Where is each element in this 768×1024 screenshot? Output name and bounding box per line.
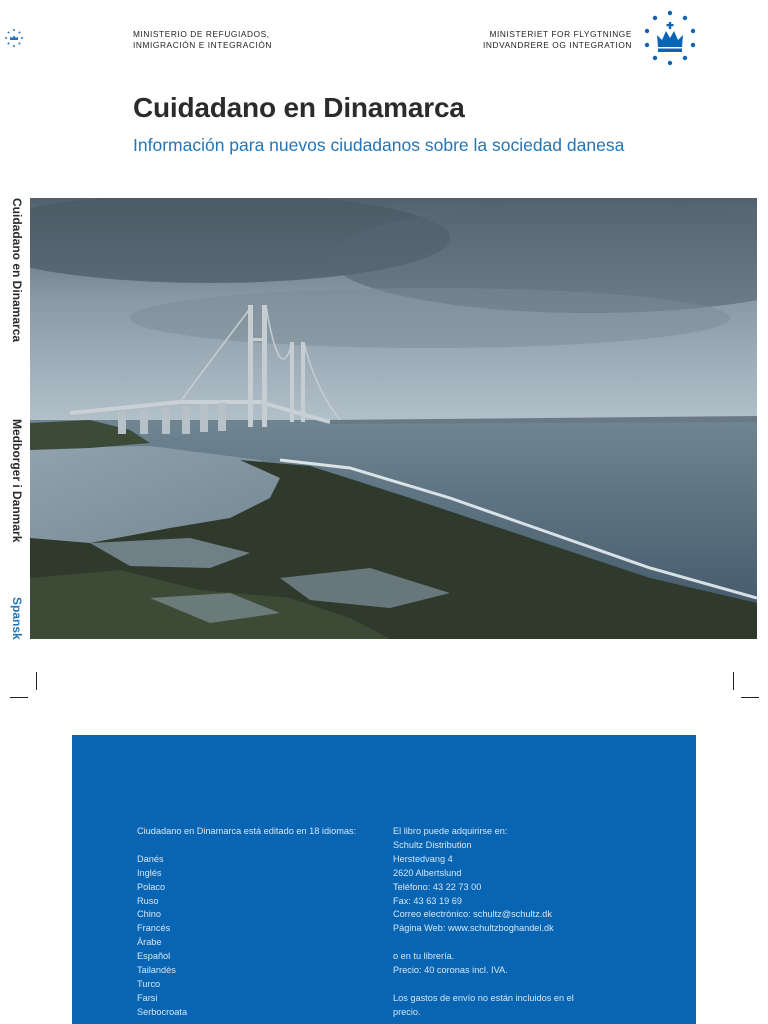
language-item: Ruso [137,895,159,906]
crown-emblem-small-icon [4,28,24,48]
distributor-web: Página Web: www.schultzboghandel.dk [393,923,554,934]
language-item: Farsi [137,992,158,1003]
cover-subtitle: Información para nuevos ciudadanos sobre la sociedad danesa [133,135,625,155]
crop-mark [36,672,37,690]
language-item: Polaco [137,881,166,892]
crop-mark [10,697,28,698]
spine-language: Spansk [10,597,24,640]
crop-mark [741,697,759,698]
language-item: Francés [137,923,171,934]
cover-title: Cuidadano en Dinamarca [133,92,465,123]
crop-mark [733,672,734,690]
distributor-email: Correo electrónico: schultz@schultz.dk [393,909,552,920]
languages-column [137,825,377,1020]
bookstore-note: o en tu librería. [393,951,455,962]
languages-intro: Ciudadano en Dinamarca está editado en 18 idiomas: [137,826,357,836]
purchase-info-column [393,825,603,1020]
ministry-name-spanish [133,29,272,51]
language-item: Danés [137,853,164,864]
ministry-da-line1: MINISTERIET FOR FLYGTNINGE [489,29,632,39]
language-item: Tailandés [137,965,176,976]
distributor-name: Schultz Distribution [393,839,472,850]
purchase-intro: El libro puede adquirirse en: [393,826,508,836]
distributor-fax: Fax: 43 63 19 69 [393,895,462,906]
language-item: Chino [137,909,162,920]
ministry-da-line2: INDVANDRERE OG INTEGRATION [483,40,632,50]
language-item: Árabe [137,937,162,948]
distributor-phone: Teléfono: 43 22 73 00 [393,881,482,892]
ministry-name-danish [483,29,632,51]
language-item: Inglés [137,867,162,878]
spine-title-danish: Medborger i Danmark [10,419,24,543]
language-item: Español [137,951,171,962]
distributor-city: 2620 Albertslund [393,867,462,878]
spine-title-spanish: Cuidadano en Dinamarca [10,198,24,343]
crown-emblem-icon [641,9,699,67]
shipping-note-line1: Los gastos de envío no están incluidos en el [393,992,574,1003]
language-item: Serbocroata [137,1006,188,1017]
price-note: Precio: 40 coronas incl. IVA. [393,965,508,976]
back-cover-panel [72,735,696,1024]
ministry-es-line2: INMIGRACIÓN E INTEGRACIÓN [133,40,272,50]
ministry-es-line1: MINISTERIO DE REFUGIADOS, [133,29,270,39]
bridge-photo [30,198,757,639]
shipping-note-line2: precio. [393,1006,421,1017]
language-item: Turco [137,978,161,989]
distributor-street: Herstedvang 4 [393,853,453,864]
